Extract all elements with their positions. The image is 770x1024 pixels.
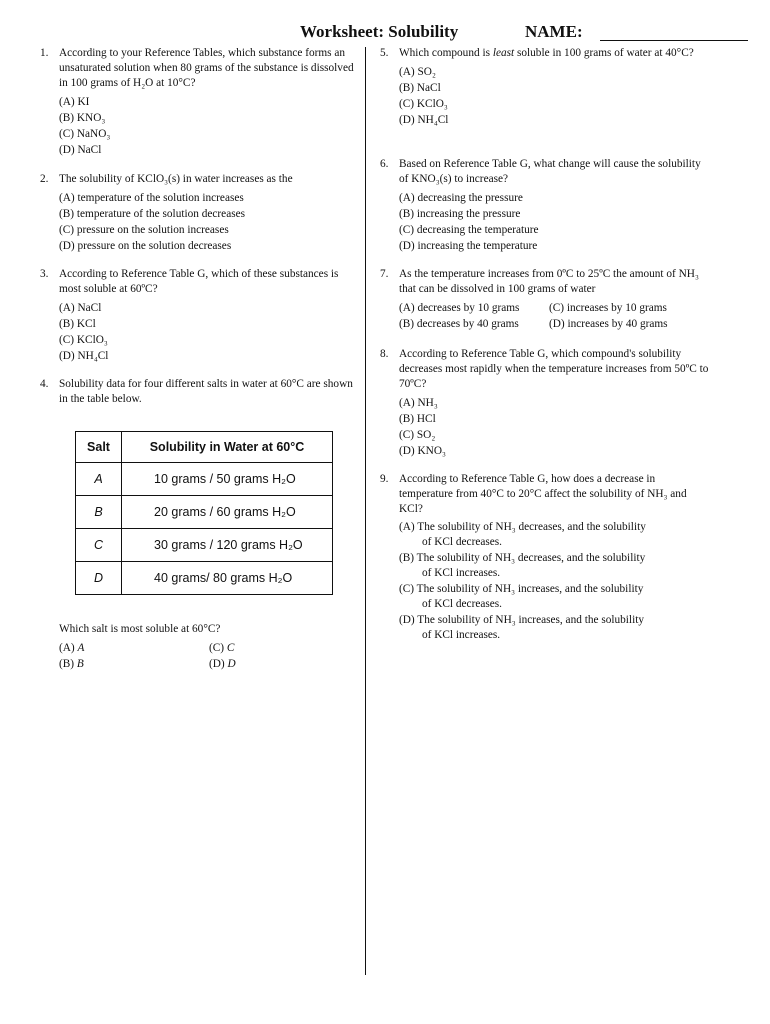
choice-text: D xyxy=(227,658,236,670)
question-3 xyxy=(40,267,358,364)
choice-d[interactable]: (D) increasing the temperature xyxy=(399,240,538,252)
question-stem xyxy=(399,46,710,61)
table-row xyxy=(76,496,333,529)
choice-b[interactable]: (B) NaCl xyxy=(399,82,441,94)
salt-cell: A xyxy=(76,463,122,496)
choice-a[interactable]: (A) temperature of the solution increases xyxy=(59,192,244,204)
question-stem: According to Reference Table G, which compound's solubility decreases most rapidly when the temperature increases from 50ºC to 70ºC? xyxy=(399,348,709,390)
column-header-salt: Salt xyxy=(76,432,122,463)
choice-text: A xyxy=(77,642,85,654)
salt-cell: C xyxy=(76,529,122,562)
worksheet-title: Worksheet: Solubility xyxy=(300,22,459,41)
solubility-table xyxy=(75,431,333,595)
question-stem: According to Reference Table G, which of these substances is most soluble at 60ºC? xyxy=(59,268,339,295)
choice-a[interactable]: (A) decreasing the pressure xyxy=(399,192,523,204)
choice-d[interactable]: (D) NH₄Cl xyxy=(59,350,109,362)
choice-a[interactable]: (A) The solubility of NH₃ decreases, and the solubility of KCl decreases. xyxy=(399,521,646,548)
table-row xyxy=(76,463,333,496)
stem-text: soluble in 100 grams of water at 40°C? xyxy=(514,47,694,59)
choice-list xyxy=(399,190,710,254)
choice-label: (A) xyxy=(59,642,75,654)
choice-a[interactable]: (A) decreases by 10 grams xyxy=(399,302,520,314)
question-4 xyxy=(40,377,358,407)
choice-list xyxy=(59,94,358,158)
choice-b[interactable]: (B) KNO₃ xyxy=(59,112,106,124)
choice-list xyxy=(59,300,358,364)
question-stem: According to Reference Table G, how does a decrease in temperature from 40°C to 20°C affect the solubility of NH₃ and KCl? xyxy=(399,473,687,515)
question-stem: The solubility of KClO₃(s) in water increases as the xyxy=(59,173,293,185)
name-blank-line[interactable] xyxy=(600,40,748,41)
choice-c[interactable]: (C) NaNO₃ xyxy=(59,128,111,140)
column-header-solubility: Solubility in Water at 60°C xyxy=(122,432,333,463)
choice-list xyxy=(399,395,710,459)
question-6 xyxy=(380,157,710,254)
salt-cell: D xyxy=(76,562,122,595)
choice-b[interactable] xyxy=(59,656,209,672)
question-number: 5. xyxy=(380,47,389,59)
choice-c[interactable]: (C) The solubility of NH₃ increases, and the solubility of KCl decreases. xyxy=(399,583,644,610)
choice-b[interactable]: (B) increasing the pressure xyxy=(399,208,521,220)
table-row xyxy=(76,529,333,562)
solubility-cell: 10 grams / 50 grams H₂O xyxy=(122,463,333,496)
question-number: 6. xyxy=(380,158,389,170)
choice-list xyxy=(399,520,647,643)
choice-d[interactable]: (D) The solubility of NH₃ increases, and the solubility of KCl increases. xyxy=(399,614,645,641)
choice-d[interactable]: (D) NH₄Cl xyxy=(399,114,449,126)
question-number: 1. xyxy=(40,47,49,59)
choice-list xyxy=(59,640,359,672)
choice-c[interactable]: (C) KClO₃ xyxy=(59,334,108,346)
choice-b[interactable]: (B) decreases by 40 grams xyxy=(399,318,519,330)
choice-c[interactable]: (C) KClO₃ xyxy=(399,98,448,110)
table-row xyxy=(76,562,333,595)
choice-a[interactable] xyxy=(59,640,209,656)
followup-question: Which salt is most soluble at 60°C? xyxy=(59,623,221,635)
choice-a[interactable]: (A) KI xyxy=(59,96,90,108)
solubility-cell: 30 grams / 120 grams H₂O xyxy=(122,529,333,562)
choice-c[interactable] xyxy=(209,640,359,656)
choice-label: (C) xyxy=(209,642,225,654)
choice-a[interactable]: (A) SO₂ xyxy=(399,66,436,78)
question-stem: According to your Reference Tables, which substance forms an unsaturated solution when 80 grams of the substance is dissolved in 100 grams of H₂O at 10°C? xyxy=(59,47,354,89)
choice-d[interactable] xyxy=(209,656,359,672)
question-2 xyxy=(40,172,358,254)
column-divider xyxy=(365,47,366,975)
question-number: 3. xyxy=(40,268,49,280)
table-header-row xyxy=(76,432,333,463)
choice-label: (B) xyxy=(59,658,75,670)
choice-c[interactable]: (C) increases by 10 grams xyxy=(549,302,667,314)
choice-c[interactable]: (C) pressure on the solution increases xyxy=(59,224,229,236)
choice-d[interactable]: (D) KNO₃ xyxy=(399,445,446,457)
question-7 xyxy=(380,267,710,332)
question-number: 2. xyxy=(40,173,49,185)
choice-a[interactable]: (A) NH₃ xyxy=(399,397,438,409)
choice-text: B xyxy=(76,658,84,670)
choice-b[interactable]: (B) temperature of the solution decreases xyxy=(59,208,246,220)
question-number: 8. xyxy=(380,348,389,360)
question-8 xyxy=(380,347,710,459)
choice-d[interactable]: (D) increases by 40 grams xyxy=(549,318,668,330)
question-stem: Based on Reference Table G, what change will cause the solubility of KNO₃(s) to increase? xyxy=(399,158,701,185)
salt-cell: B xyxy=(76,496,122,529)
choice-c[interactable]: (C) decreasing the temperature xyxy=(399,224,539,236)
solubility-cell: 20 grams / 60 grams H₂O xyxy=(122,496,333,529)
name-label: NAME: xyxy=(525,22,583,41)
choice-a[interactable]: (A) NaCl xyxy=(59,302,102,314)
question-number: 9. xyxy=(380,473,389,485)
choice-label: (D) xyxy=(209,658,225,670)
question-5 xyxy=(380,46,710,128)
choice-d[interactable]: (D) pressure on the solution decreases xyxy=(59,240,232,252)
choice-b[interactable]: (B) KCl xyxy=(59,318,96,330)
choice-list xyxy=(399,64,710,128)
choice-list xyxy=(399,300,710,332)
choice-b[interactable]: (B) HCl xyxy=(399,413,436,425)
question-stem: Solubility data for four different salts in water at 60°C are shown in the table below. xyxy=(59,378,353,405)
choice-d[interactable]: (D) NaCl xyxy=(59,144,102,156)
choice-text: C xyxy=(226,642,235,654)
question-number: 7. xyxy=(380,268,389,280)
question-stem: As the temperature increases from 0ºC to 25ºC the amount of NH₃ that can be dissolved in 100 grams of water xyxy=(399,268,699,295)
question-1 xyxy=(40,46,358,158)
question-number: 4. xyxy=(40,378,49,390)
question-9 xyxy=(380,472,710,644)
question-4-followup xyxy=(59,622,359,672)
stem-emphasis: least xyxy=(492,47,515,59)
choice-b[interactable]: (B) The solubility of NH₃ decreases, and the solubility of KCl increases. xyxy=(399,552,646,579)
choice-list xyxy=(59,190,358,254)
solubility-cell: 40 grams/ 80 grams H₂O xyxy=(122,562,333,595)
stem-text: Which compound is xyxy=(399,47,493,59)
choice-c[interactable]: (C) SO₂ xyxy=(399,429,436,441)
